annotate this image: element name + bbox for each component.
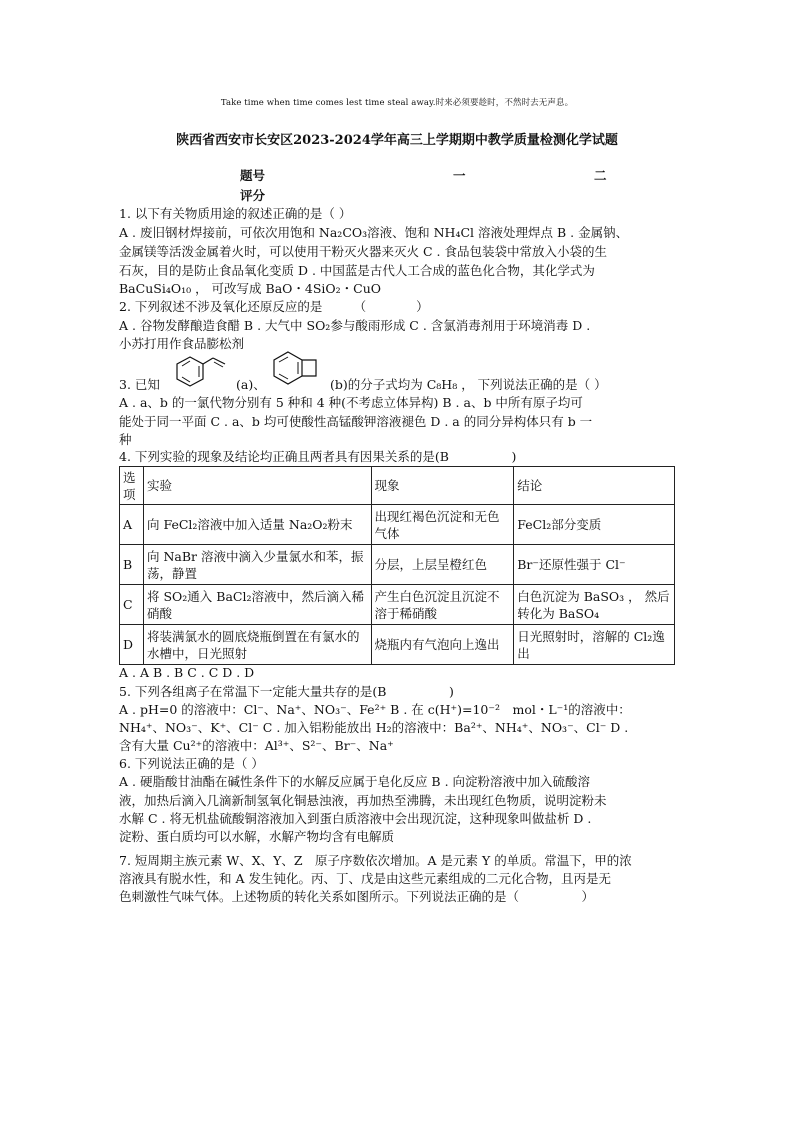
score-table-col-2: 二 [594, 168, 607, 183]
question-1-line-4: BaCuSi₄O₁₀ ， 可改写成 BaO・4SiO₂・CuO [119, 281, 382, 296]
table-header-cell: 实验 [143, 467, 371, 505]
table-cell: 白色沉淀为 BaSO₃ ， 然后转化为 BaSO₄ [514, 585, 675, 625]
question-4-options: A . A B . B C . C D . D [119, 665, 255, 680]
question-3-label-a: (a)、 [236, 377, 266, 392]
question-7-line-3: 色刺激性气味气体。上述物质的转化关系如图所示。下列说法正确的是（ ） [119, 889, 595, 904]
score-table-header-label: 题号 [240, 168, 266, 183]
question-3-line-3: 种 [119, 432, 132, 447]
question-6-line-3: 水解 C . 将无机盐硫酸铜溶液加入到蛋白质溶液中会出现沉淀，这种现象叫做盐析 D . [119, 811, 592, 826]
table-header-row [120, 467, 675, 505]
table-cell: C [120, 585, 144, 625]
table-cell: 分层，上层呈橙红色 [371, 545, 514, 585]
question-5-stem: 5. 下列各组离子在常温下一定能大量共存的是(B ) [119, 684, 454, 699]
table-cell: FeCl₂部分变质 [514, 505, 675, 545]
table-header-cell: 结论 [514, 467, 675, 505]
styrene-structure-icon [170, 352, 232, 392]
table-cell: 将装满氯水的圆底烧瓶倒置在有氯水的水槽中，日光照射 [143, 625, 371, 665]
table-row [120, 625, 675, 665]
question-2-stem: 2. 下列叙述不涉及氧化还原反应的是 （ ） [119, 299, 429, 314]
page-title: 陕西省西安市长安区2023-2024学年高三上学期期中教学质量检测化学试题 [176, 133, 618, 148]
table-row [120, 585, 675, 625]
question-4-stem: 4. 下列实验的现象及结论均正确且两者具有因果关系的是(B ) [119, 449, 517, 464]
question-6-line-4: 淀粉、蛋白质均可以水解，水解产物均含有电解质 [119, 829, 395, 844]
question-5-line-1: A . pH=0 的溶液中：Cl⁻、Na⁺、NO₃⁻、Fe²⁺ B . 在 c(H⁺)=10⁻² mol・L⁻¹的溶液中： [119, 702, 631, 717]
score-table-score-label: 评分 [240, 188, 266, 203]
table-cell: A [120, 505, 144, 545]
question-3-label-b: (b)的分子式均为 C₈H₈ ， 下列说法正确的是（ ） [330, 377, 607, 392]
question-7-line-1: 7. 短周期主族元素 W、X、Y、Z 原子序数依次增加。A 是元素 Y 的单质。常温下，甲的浓 [119, 853, 632, 868]
experiment-table [119, 466, 675, 665]
table-cell: 日光照射时，溶解的 Cl₂逸出 [514, 625, 675, 665]
table-row [120, 505, 675, 545]
table-header-cell: 选项 [120, 467, 144, 505]
question-3-line-1: A . a、b 的一氯代物分别有 5 种和 4 种(不考虑立体异构) B . a、b 中所有原子均可 [119, 395, 583, 410]
question-6-stem: 6. 下列说法正确的是（ ） [119, 756, 264, 771]
table-cell: 向 FeCl₂溶液中加入适量 Na₂O₂粉末 [143, 505, 371, 545]
header-motto: Take time when time comes lest time steal away.时来必须要趁时，不然时去无声息。 [220, 98, 574, 108]
question-6-line-2: 液，加热后滴入几滴新制氢氧化铜悬浊液，再加热至沸腾，未出现红色物质，说明淀粉未 [119, 793, 607, 808]
question-1-line-1: A . 废旧钢材焊接前，可依次用饱和 Na₂CO₃溶液、饱和 NH₄Cl 溶液处理焊点 B . 金属钠、 [119, 225, 629, 240]
question-3-prefix: 3. 已知 [119, 377, 160, 392]
question-5-line-2: NH₄⁺、NO₃⁻、K⁺、Cl⁻ C . 加入铝粉能放出 H₂的溶液中：Ba²⁺、NH₄⁺、NO₃⁻、Cl⁻ D . [119, 720, 629, 735]
table-cell: D [120, 625, 144, 665]
table-cell: 向 NaBr 溶液中滴入少量氯水和苯，振荡，静置 [143, 545, 371, 585]
question-1-stem: 1. 以下有关物质用途的叙述正确的是（ ） [119, 206, 352, 221]
question-1-line-3: 石灰，目的是防止食品氧化变质 D . 中国蓝是古代人工合成的蓝色化合物，其化学式为 [119, 263, 595, 278]
question-2-line-2: 小苏打用作食品膨松剂 [119, 336, 245, 351]
question-6-line-1: A . 硬脂酸甘油酯在碱性条件下的水解反应属于皂化反应 B . 向淀粉溶液中加入硫酸溶 [119, 774, 591, 789]
table-cell: Br⁻还原性强于 Cl⁻ [514, 545, 675, 585]
question-1-line-2: 金属镁等活泼金属着火时，可以使用干粉灭火器来灭火 C . 食品包装袋中常放入小袋的生 [119, 244, 607, 259]
question-5-line-3: 含有大量 Cu²⁺的溶液中：Al³⁺、S²⁻、Br⁻、Na⁺ [119, 738, 394, 753]
table-cell: B [120, 545, 144, 585]
question-2-line-1: A . 谷物发酵酿造食醋 B . 大气中 SO₂参与酸雨形成 C . 含氯消毒剂用于环境消毒 D . [119, 318, 591, 333]
table-cell: 将 SO₂通入 BaCl₂溶液中，然后滴入稀硝酸 [143, 585, 371, 625]
table-cell: 产生白色沉淀且沉淀不溶于稀硝酸 [371, 585, 514, 625]
table-header-cell: 现象 [371, 467, 514, 505]
question-7-line-2: 溶液具有脱水性，和 A 发生钝化。丙、丁、戊是由这些元素组成的二元化合物，且丙是无 [119, 871, 611, 886]
table-cell: 出现红褐色沉淀和无色气体 [371, 505, 514, 545]
score-table-col-1: 一 [453, 168, 466, 183]
table-cell: 烧瓶内有气泡向上逸出 [371, 625, 514, 665]
table-row [120, 545, 675, 585]
question-3-line-2: 能处于同一平面 C . a、b 均可使酸性高锰酸钾溶液褪色 D . a 的同分异构体只有 b 一 [119, 414, 593, 429]
benzocyclobutene-structure-icon [268, 348, 328, 390]
